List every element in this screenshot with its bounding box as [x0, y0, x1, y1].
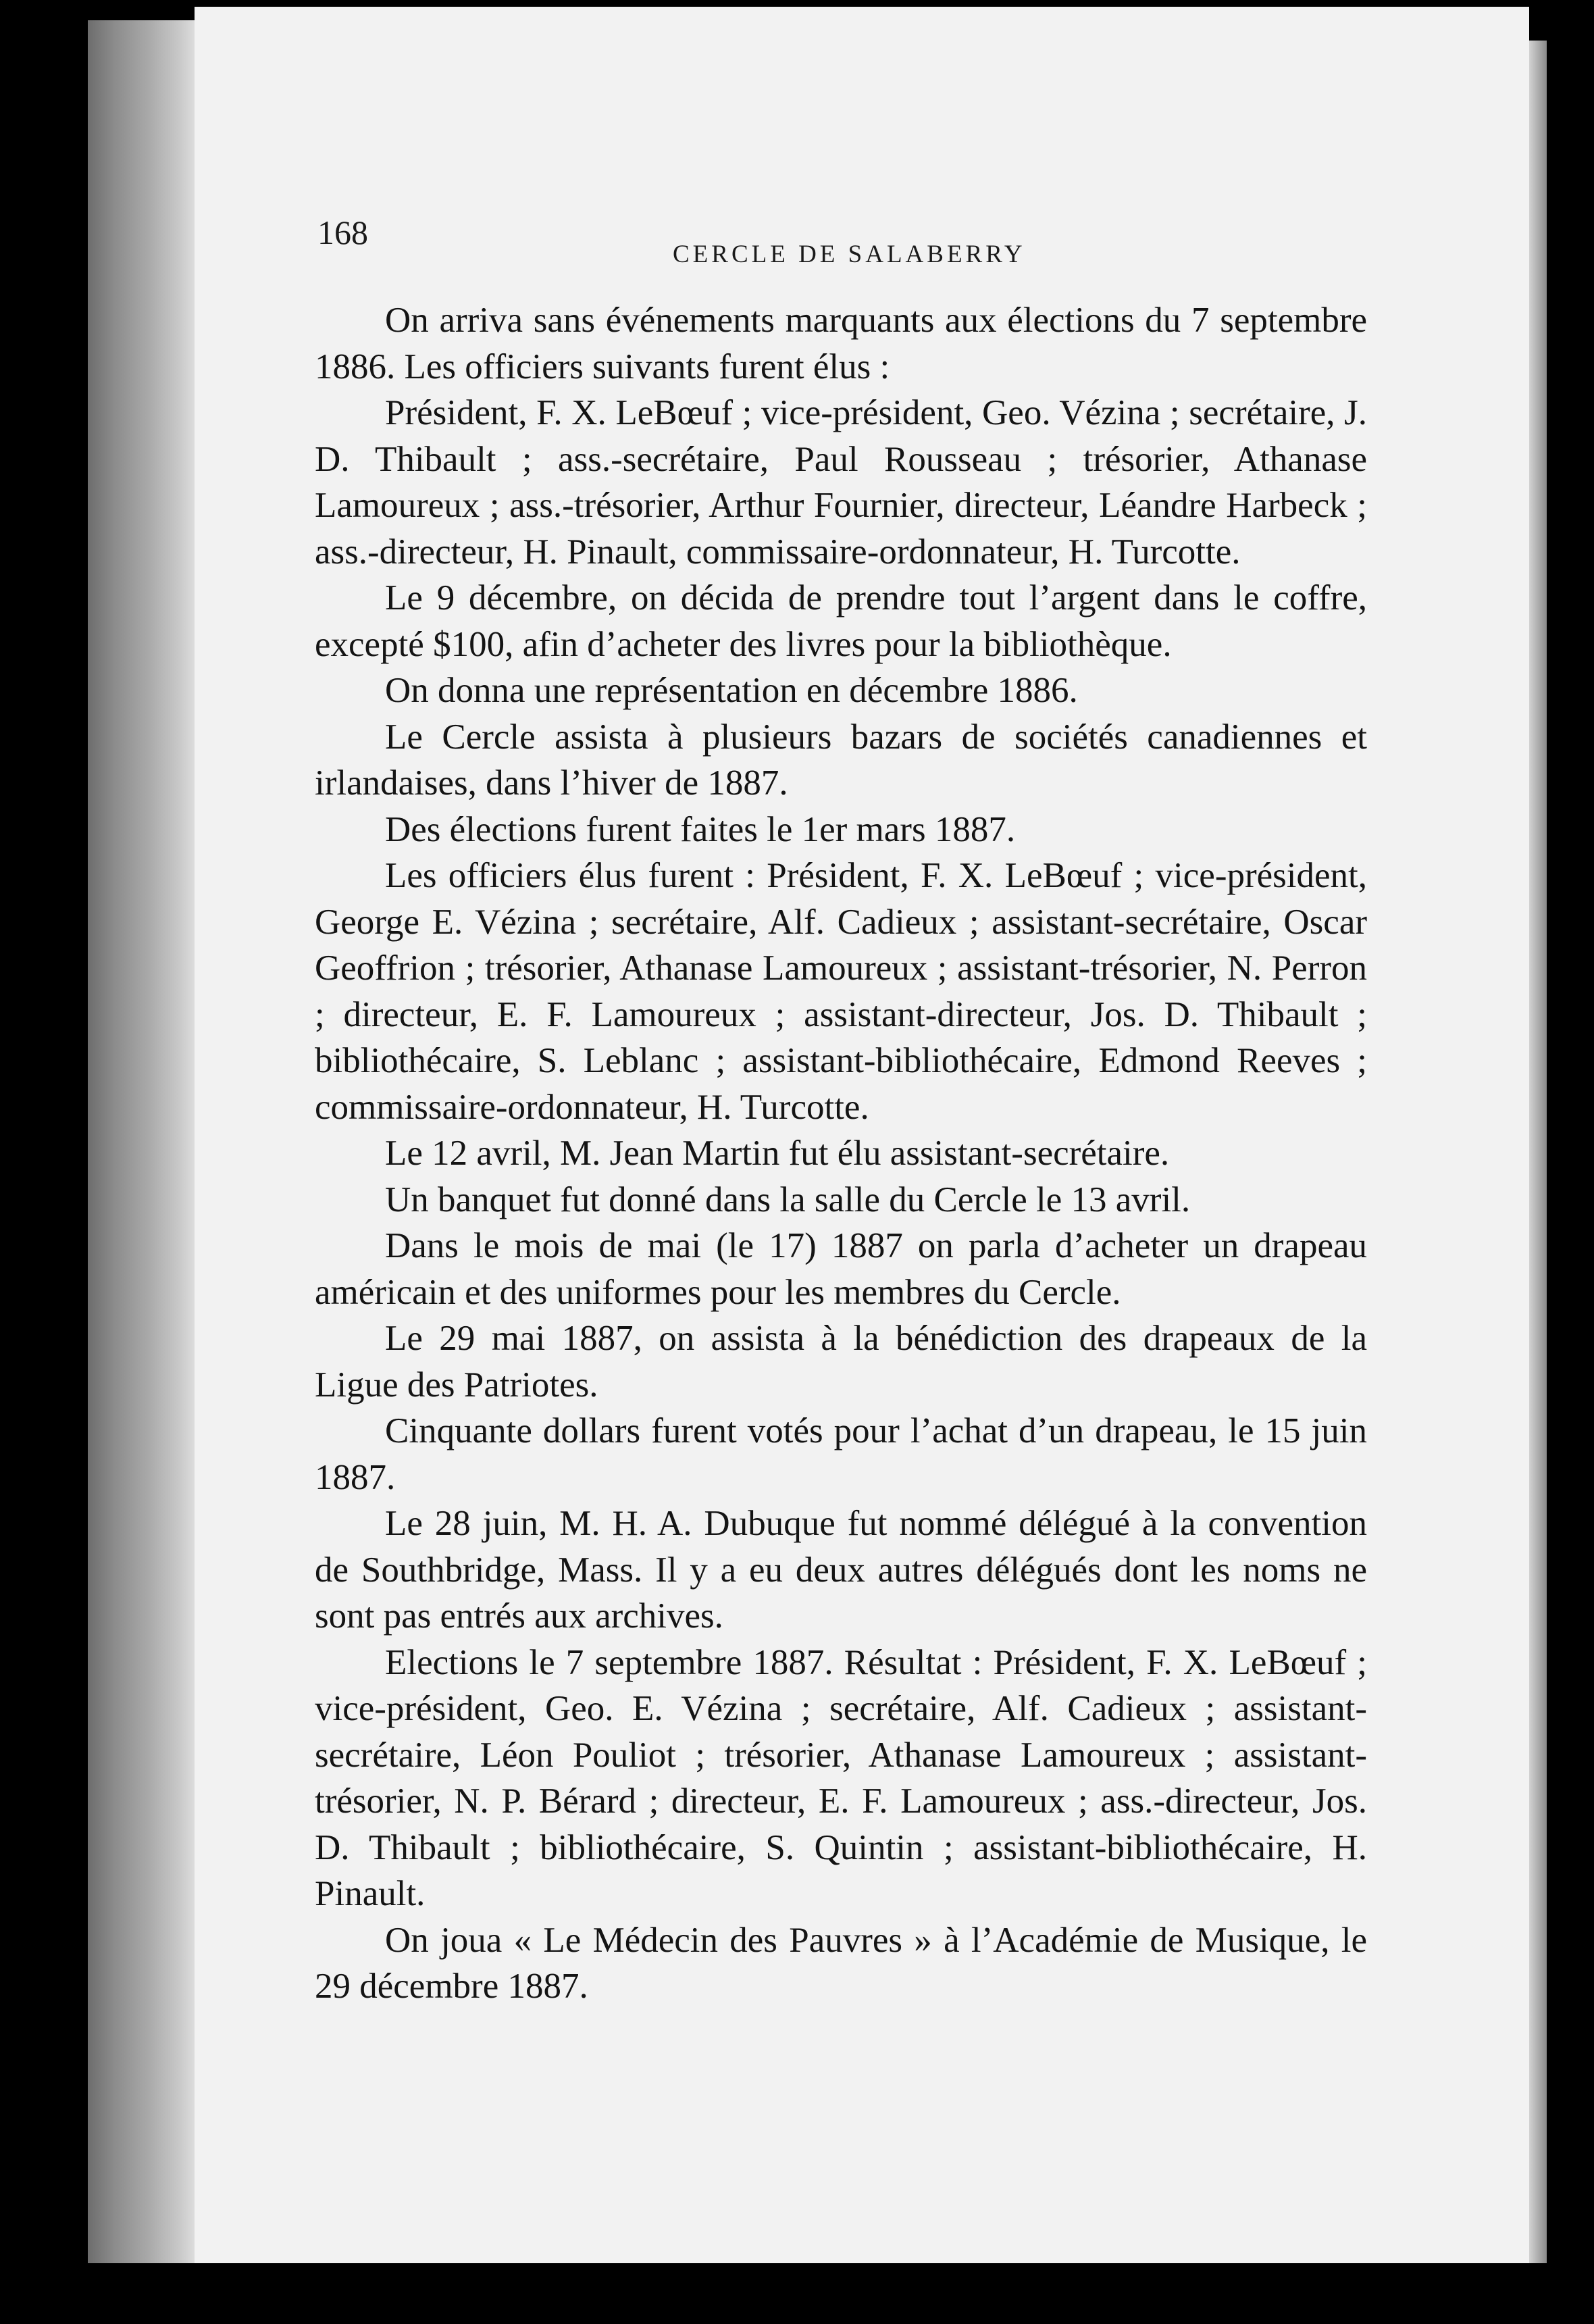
paragraph: Un banquet fut donné dans la salle du Cercle le 13 avril.: [385, 1180, 1191, 1219]
paragraph: Le 28 juin, M. H. A. Dubuque fut nommé délégué à la convention de Southbridge, Mass. Il y a eu deux autres délégués dont les noms ne sont pas entrés aux archives.: [315, 1504, 1367, 1636]
paragraph: Les officiers élus furent : Président, F. X. LeBœuf ; vice-président, George E. Vézina ; secrétaire, Alf. Cadieux ; assistant-secrétaire, Oscar Geoffrion ; trésorier, Athanase Lamoureux ; assistant-trésorier, N. Perron ; directeur, E. F. Lamoureux ; assistant-directeur, Jos. D. Thibault ; bibliothécaire, S. Leblanc ; assistant-bibliothécaire, Edmond Reeves ; commissaire-ordonnateur, H. Turcotte.: [315, 856, 1367, 1127]
paragraph: Le 29 mai 1887, on assista à la bénédiction des drapeaux de la Ligue des Patriotes.: [315, 1319, 1367, 1405]
paragraph: On arriva sans événements marquants aux élections du 7 septembre 1886. Les officiers suivants furent élus :: [315, 301, 1367, 386]
paragraph: Le 12 avril, M. Jean Martin fut élu assistant-secrétaire.: [385, 1134, 1170, 1173]
paragraph: Le 9 décembre, on décida de prendre tout l’argent dans le coffre, excepté $100, afin d’acheter des livres pour la bibliothèque.: [315, 578, 1367, 664]
paragraph: Le Cercle assista à plusieurs bazars de sociétés canadiennes et irlandaises, dans l’hiver de 1887.: [315, 717, 1367, 803]
paragraph: Cinquante dollars furent votés pour l’achat d’un drapeau, le 15 juin 1887.: [315, 1411, 1367, 1497]
book-page: [195, 7, 1529, 2263]
book-page-stack-left: [88, 20, 196, 2263]
paragraph: On donna une représentation en décembre 1886.: [385, 671, 1078, 710]
book-page-edge-right: [1528, 41, 1547, 2263]
paragraph: Dans le mois de mai (le 17) 1887 on parla d’acheter un drapeau américain et des uniformes pour les membres du Cercle.: [315, 1226, 1367, 1312]
page-number: 168: [317, 213, 368, 251]
paragraph: Des élections furent faites le 1er mars 1887.: [385, 809, 1016, 849]
paragraph: On joua « Le Médecin des Pauvres » à l’Académie de Musique, le 29 décembre 1887.: [315, 1920, 1367, 2006]
paragraph: Elections le 7 septembre 1887. Résultat : Président, F. X. LeBœuf ; vice-président, Geo. E. Vézina ; secrétaire, Alf. Cadieux ; assistant-secrétaire, Léon Pouliot ; trésorier, Athanase Lamoureux ; assistant-trésorier, N. P. Bérard ; directeur, E. F. Lamoureux ; ass.-directeur, Jos. D. Thibault ; bibliothécaire, S. Quintin ; assistant-bibliothécaire, H. Pinault.: [315, 1642, 1367, 1913]
running-title: CERCLE DE SALABERRY: [673, 241, 1026, 268]
body-text: [315, 297, 1367, 2010]
paragraph: Président, F. X. LeBœuf ; vice-président, Geo. Vézina ; secrétaire, J. D. Thibault ; ass.-secrétaire, Paul Rousseau ; trésorier, Athanase Lamoureux ; ass.-trésorier, Arthur Fournier, directeur, Léandre Harbeck ; ass.-directeur, H. Pinault, commissaire-ordonnateur, H. Turcotte.: [315, 393, 1367, 572]
